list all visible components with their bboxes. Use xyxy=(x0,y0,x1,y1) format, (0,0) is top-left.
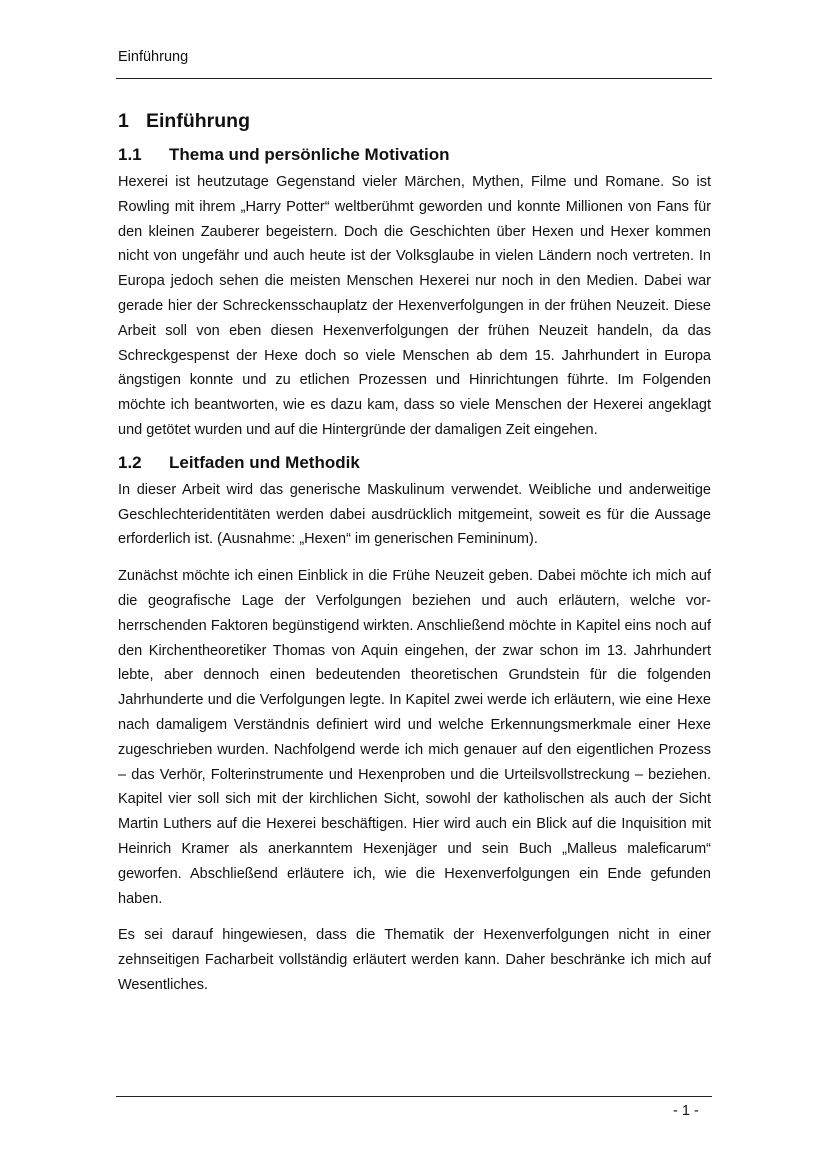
chapter-number: 1 xyxy=(118,110,129,132)
section-heading-1-1 xyxy=(118,145,711,165)
section-heading-1-2 xyxy=(118,453,711,473)
chapter-title: Einführung xyxy=(146,110,250,132)
page-number: - 1 - xyxy=(673,1103,699,1119)
header-rule xyxy=(116,78,712,79)
page-body xyxy=(118,110,711,998)
paragraph-gender-note: In dieser Arbeit wird das generische Maskulinum verwendet. Weibliche und anderweitige Geschlechteridentitäten werden dabei ausdrücklich mitgemeint, soweit es für die Aussage erforderlich ist. (Ausnahme: „Hexen“ im generischen Femininum). xyxy=(118,481,711,548)
paragraph-motivation: Hexerei ist heutzutage Gegenstand vieler Märchen, Mythen, Filme und Romane. So ist Rowling mit ihrem „Harry Potter“ weltberühmt geworden und konnte Millionen von Fans für den kleinen Zauberer begeistern. Doch die Geschichten über Hexen und Hexer kommen nicht von ungefähr und auch heute ist der Volksglaube in vielen Ländern noch vertreten. In Europa jedoch sehen die meisten Menschen Hexerei nur noch in den Medien. Dabei war gerade hier der Schreckensschauplatz der Hexenverfolgungen in der frühen Neuzeit. Diese Arbeit soll von eben diesen Hexenverfolgungen der frühen Neuzeit handeln, da das Schreckgespenst der Hexe doch so viele Menschen ab dem 15. Jahrhundert in Europa ängstigen konnte und zu etlichen Prozessen und Hinrichtungen führte. Im Folgenden möchte ich beantworten, wie es dazu kam, dass so viele Menschen der Hexerei angeklagt und getötet wurden und auf die Hintergründe der damaligen Zeit eingehen. xyxy=(118,174,711,438)
paragraph-scope-note: Es sei darauf hingewiesen, dass die Thematik der Hexenverfolgungen nicht in einer zehnseitigen Facharbeit vollständig erläutert werden kann. Daher beschränke ich mich auf Wesentliches. xyxy=(118,927,711,993)
section-title: Thema und persönliche Motivation xyxy=(169,145,450,164)
chapter-heading xyxy=(118,110,711,133)
paragraph-outline: Zunächst möchte ich einen Einblick in die Frühe Neuzeit geben. Dabei möchte ich mich auf die geografische Lage der Verfolgungen beziehen und auch erläutern, welche vorherrschenden Faktoren begünstigend wirkten. Anschließend möchte in Kapitel eins noch auf den Kirchentheoretiker Thomas von Aquin eingehen, der zwar schon im 13. Jahrhundert lebte, aber dennoch einen bedeutenden theoretischen Grundstein für die folgenden Jahrhunderte und die Verfolgungen legte. In Kapitel zwei werde ich erläutern, wie eine Hexe nach damaligem Verständnis definiert wird und welche Erkennungsmerkmale einer Hexe zugeschrieben wurden. Nachfolgend werde ich mich genauer auf den eigentlichen Prozess – das Verhör, Folterinstrumente und Hexenproben und die Urteilsvollstreckung – beziehen. Kapitel vier soll sich mit der kirchlichen Sicht, sowohl der katholischen als auch der Sicht Martin Luthers auf die Hexerei beschäftigen. Hier wird auch ein Blick auf die Inquisition mit Heinrich Kramer als anerkanntem Hexenjäger und sein Buch „Malleus maleficarum“ geworfen. Abschließend erläutere ich, wie die Hexenverfolgungen ein Ende gefunden haben. xyxy=(118,568,711,907)
footer-rule xyxy=(116,1096,712,1097)
running-header: Einführung xyxy=(118,49,189,65)
section-number: 1.1 xyxy=(118,145,142,164)
section-number: 1.2 xyxy=(118,452,142,472)
section-title: Leitfaden und Methodik xyxy=(169,452,360,472)
